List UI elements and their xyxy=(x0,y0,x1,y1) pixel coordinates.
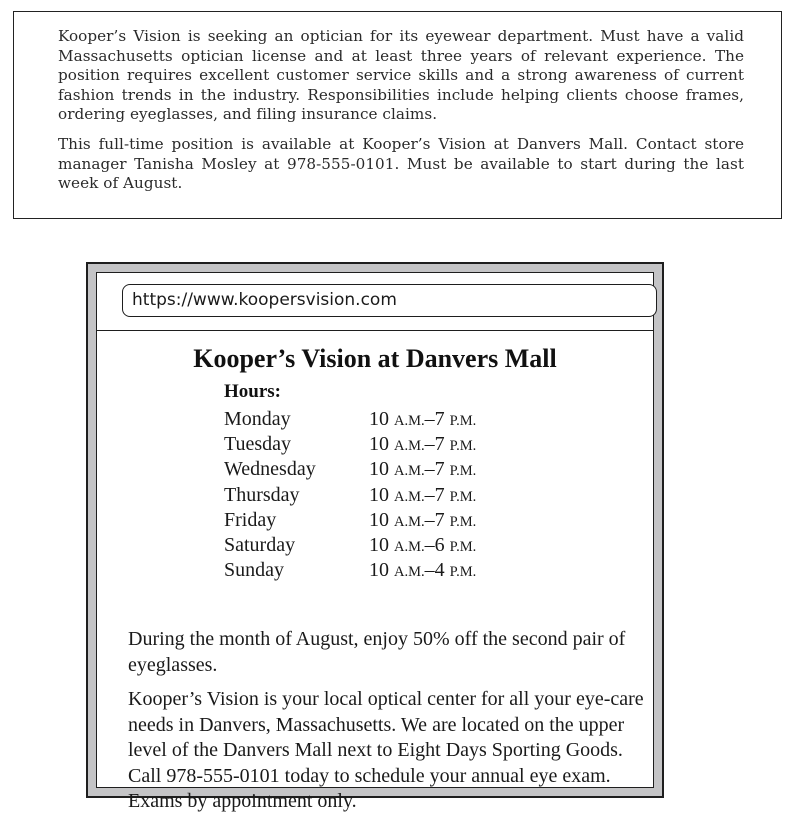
promo-text: During the month of August, enjoy 50% off the second pair of eyeglasses. xyxy=(128,628,626,676)
hours-row xyxy=(224,534,476,559)
day-label: Saturday xyxy=(224,533,296,556)
hours-table xyxy=(224,408,476,584)
webpage-frame xyxy=(86,262,664,813)
day-label: Monday xyxy=(224,408,291,430)
job-posting-paragraph: Kooper’s Vision is seeking an optician for its eyewear department. Must have a valid Massachusetts optician license and at least three years of relevant experience. The position requires excellent customer service skills and a strong awareness of current fashion trends in the industry. Responsibilities include helping clients choose frames, ordering eyeglasses, and filing insurance claims. xyxy=(58,27,744,124)
webpage-content xyxy=(96,272,654,813)
day-label: Friday xyxy=(224,508,277,531)
hours-row xyxy=(224,509,476,534)
hours-value: 10 A.M.–7 P.M. xyxy=(369,508,477,531)
hours-row xyxy=(224,559,476,584)
about-text: Kooper’s Vision is your local optical center for all your eye-care needs in Danvers, Massachusetts. We are located on the upper level of the Danvers Mall next to Eight Days Sporting Goods. Call 978-555-0101 today to schedule your annual eye exam. Exams by appointment only. xyxy=(128,688,644,813)
day-label: Sunday xyxy=(224,559,284,582)
page-title: Kooper’s Vision at Danvers Mall xyxy=(193,344,557,373)
hours-row xyxy=(224,433,476,458)
hours-row xyxy=(224,484,476,509)
hours-value: 10 A.M.–7 P.M. xyxy=(369,458,477,481)
day-label: Thursday xyxy=(224,483,300,506)
hours-value: 10 A.M.–6 P.M. xyxy=(369,533,477,556)
hours-value: 10 A.M.–7 P.M. xyxy=(369,433,477,456)
hours-value: 10 A.M.–7 P.M. xyxy=(369,408,477,430)
job-posting-box xyxy=(13,11,782,219)
hours-value: 10 A.M.–7 P.M. xyxy=(369,483,477,506)
url-bar[interactable]: https://www.koopersvision.com xyxy=(122,284,657,317)
hours-heading: Hours: xyxy=(224,381,281,402)
job-posting-paragraph: This full-time position is available at Kooper’s Vision at Danvers Mall. Contact store manager Tanisha Mosley at 978-555-0101. Must be available to start during the last week of August. xyxy=(58,135,744,193)
browser-toolbar xyxy=(97,273,653,331)
hours-value: 10 A.M.–4 P.M. xyxy=(369,559,477,582)
day-label: Wednesday xyxy=(224,458,316,481)
hours-row xyxy=(224,458,476,483)
hours-row xyxy=(224,408,476,433)
day-label: Tuesday xyxy=(224,433,292,456)
